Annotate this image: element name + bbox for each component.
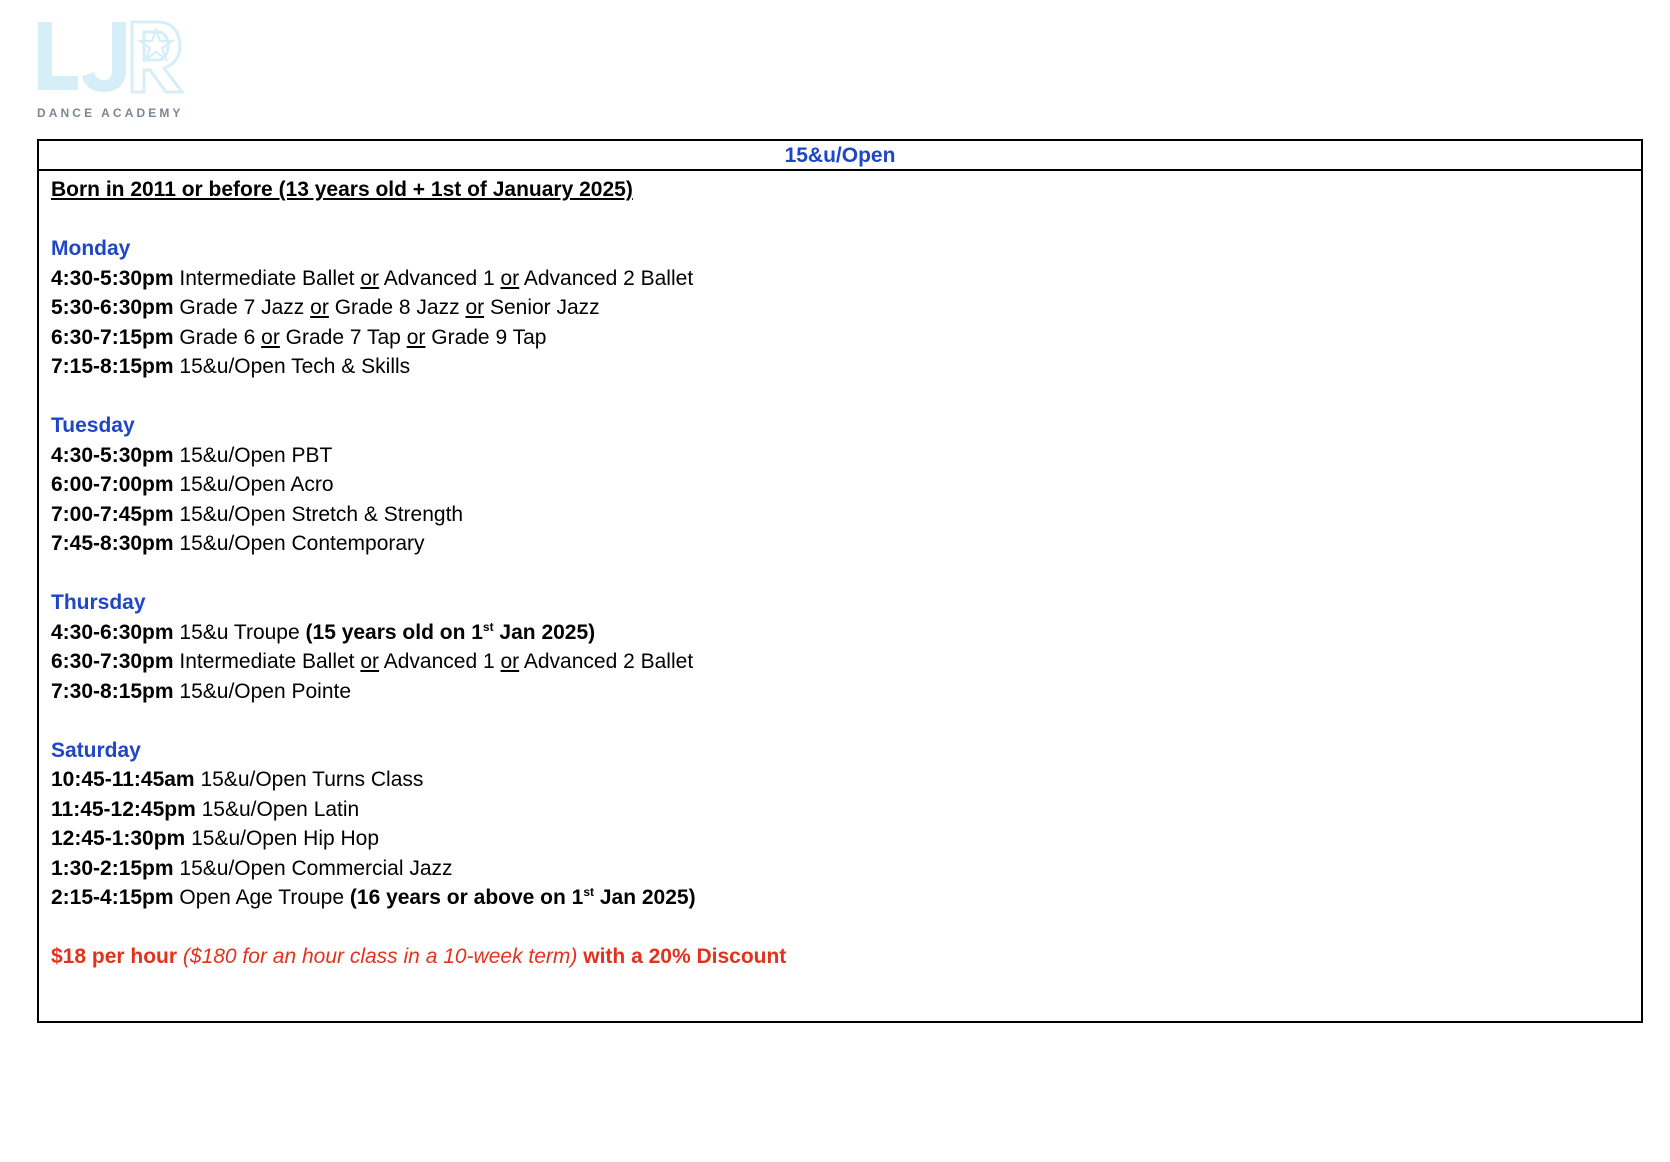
or-separator: or <box>500 266 520 290</box>
or-separator: or <box>406 325 426 349</box>
class-name: Grade 8 Jazz <box>334 296 460 319</box>
or-separator: or <box>465 296 485 319</box>
class-name: Advanced 1 <box>383 650 495 673</box>
class-name: Grade 9 Tap <box>431 325 547 349</box>
price-discount: with a 20% Discount <box>583 945 787 968</box>
class-name: Intermediate Ballet <box>179 650 355 673</box>
class-time: 7:00-7:45pm <box>51 502 174 526</box>
pricing-line <box>51 942 1641 972</box>
or-separator: or <box>261 325 280 349</box>
class-name: 15&u/Open PBT <box>179 443 333 467</box>
class-time: 12:45-1:30pm <box>51 827 186 850</box>
class-row <box>51 352 1641 382</box>
class-row <box>51 824 1641 854</box>
schedule-title: 15&u/Open <box>39 141 1641 171</box>
class-name: 15&u/Open Commercial Jazz <box>179 856 453 880</box>
class-row <box>51 647 1641 677</box>
price-rate: $18 per hour <box>51 945 178 968</box>
class-time: 7:45-8:30pm <box>51 532 174 555</box>
class-name: Grade 6 <box>179 325 256 349</box>
class-time: 7:15-8:15pm <box>51 355 174 378</box>
class-name: 15&u/Open Stretch & Strength <box>179 502 464 526</box>
class-name: Intermediate Ballet <box>179 266 355 290</box>
schedule-content <box>39 171 1641 972</box>
class-name: 15&u Troupe <box>179 620 300 644</box>
class-name: 15&u/Open Latin <box>201 797 360 821</box>
class-time: 5:30-6:30pm <box>51 296 174 319</box>
age-note: (15 years old on 1st Jan 2025) <box>305 619 596 644</box>
class-time: 4:30-6:30pm <box>51 620 174 644</box>
class-time: 10:45-11:45am <box>51 768 195 791</box>
day-heading-saturday: Saturday <box>51 738 141 762</box>
class-time: 11:45-12:45pm <box>51 797 196 821</box>
class-time: 6:00-7:00pm <box>51 473 174 496</box>
class-time: 1:30-2:15pm <box>51 856 174 880</box>
class-name: 15&u/Open Hip Hop <box>191 827 380 850</box>
class-row <box>51 323 1641 353</box>
class-name: Advanced 2 Ballet <box>523 266 694 290</box>
class-name: 15&u/Open Tech & Skills <box>179 355 411 378</box>
class-time: 2:15-4:15pm <box>51 886 174 909</box>
class-row <box>51 765 1641 795</box>
or-separator: or <box>500 650 520 673</box>
age-note: (16 years or above on 1st Jan 2025) <box>349 885 696 909</box>
day-heading-thursday: Thursday <box>51 591 146 614</box>
class-name: Advanced 1 <box>383 266 495 290</box>
academy-logo <box>36 20 196 124</box>
ljr-logo-mark <box>36 20 186 100</box>
class-row <box>51 500 1641 530</box>
class-row <box>51 529 1641 559</box>
class-time: 6:30-7:15pm <box>51 325 174 349</box>
class-row <box>51 293 1641 323</box>
logo-tagline: DANCE ACADEMY <box>37 106 184 120</box>
class-name: 15&u/Open Turns Class <box>200 768 424 791</box>
class-time: 4:30-5:30pm <box>51 443 174 467</box>
class-name: Grade 7 Jazz <box>179 296 305 319</box>
class-row <box>51 470 1641 500</box>
class-row <box>51 441 1641 471</box>
or-separator: or <box>360 650 380 673</box>
class-name: 15&u/Open Acro <box>179 473 334 496</box>
day-heading-monday: Monday <box>51 237 131 260</box>
class-time: 6:30-7:30pm <box>51 650 174 673</box>
class-name: Senior Jazz <box>489 296 600 319</box>
class-row <box>51 264 1641 294</box>
class-row <box>51 854 1641 884</box>
class-name: 15&u/Open Pointe <box>179 679 352 703</box>
or-separator: or <box>360 266 380 290</box>
day-heading-tuesday: Tuesday <box>51 414 135 437</box>
class-name: 15&u/Open Contemporary <box>179 532 425 555</box>
or-separator: or <box>310 296 329 319</box>
price-detail: ($180 for an hour class in a 10-week term) <box>182 945 578 968</box>
class-row <box>51 883 1641 913</box>
class-name: Grade 7 Tap <box>285 325 401 349</box>
class-time: 7:30-8:15pm <box>51 679 174 703</box>
class-row <box>51 618 1641 648</box>
eligibility-note: Born in 2011 or before (13 years old + 1st of January 2025) <box>51 178 633 201</box>
class-row <box>51 795 1641 825</box>
schedule-box <box>37 139 1643 1023</box>
class-row <box>51 677 1641 707</box>
class-name: Open Age Troupe <box>179 886 345 909</box>
class-name: Advanced 2 Ballet <box>523 650 694 673</box>
class-time: 4:30-5:30pm <box>51 266 174 290</box>
